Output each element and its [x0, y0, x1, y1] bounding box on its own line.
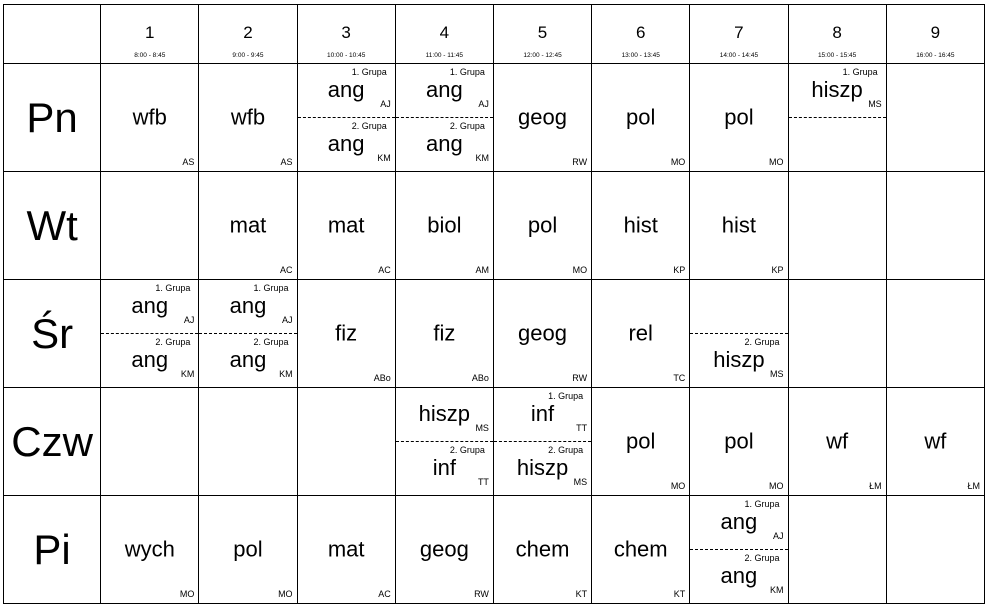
lesson-cell[interactable]	[101, 172, 199, 280]
lesson-cell[interactable]	[493, 496, 591, 604]
lesson-cell[interactable]	[395, 172, 493, 280]
subject: pol	[626, 103, 656, 129]
subject: hist	[721, 211, 757, 237]
teacher-initials: KT	[673, 589, 686, 599]
group-1-slot	[298, 64, 395, 118]
teacher-initials: MS	[868, 99, 882, 109]
subject: hiszp	[516, 455, 569, 480]
group-label: 2. Grupa	[744, 337, 780, 347]
lesson-cell[interactable]	[493, 172, 591, 280]
day-row	[4, 64, 985, 172]
period-number: 2	[243, 23, 253, 42]
period-time: 11:00 - 11:45	[425, 52, 464, 59]
lesson-cell[interactable]	[592, 496, 690, 604]
lesson	[298, 496, 395, 603]
lesson-cell[interactable]	[592, 388, 690, 496]
subject: rel	[628, 319, 653, 345]
subject: ang	[720, 509, 758, 534]
lesson	[396, 280, 493, 387]
lesson-cell[interactable]	[592, 64, 690, 172]
period-time: 8:00 - 8:45	[134, 52, 166, 59]
teacher-initials: RW	[572, 373, 588, 383]
lesson-cell[interactable]	[788, 496, 886, 604]
lesson-cell[interactable]	[297, 388, 395, 496]
lesson	[396, 496, 493, 603]
subject: pol	[233, 535, 263, 561]
day-name: Śr	[31, 309, 74, 357]
subject: ang	[131, 293, 169, 318]
lesson-cell[interactable]	[297, 280, 395, 388]
group-2-slot	[396, 442, 493, 495]
lesson-cell[interactable]	[690, 496, 788, 604]
lesson-cell[interactable]	[199, 64, 297, 172]
lesson	[199, 64, 296, 171]
group-label: 2. Grupa	[449, 445, 485, 455]
lesson	[298, 172, 395, 279]
teacher-initials: AS	[280, 157, 293, 167]
subject: mat	[327, 211, 365, 237]
day-name: Pi	[33, 525, 71, 573]
period-number: 7	[734, 23, 744, 42]
teacher-initials: MS	[573, 477, 588, 487]
group-1-slot	[101, 280, 198, 334]
lesson	[101, 496, 198, 603]
lesson-cell[interactable]	[297, 64, 395, 172]
group-1-slot	[690, 496, 787, 550]
period-header	[297, 5, 395, 64]
subject: hiszp	[713, 347, 765, 372]
lesson-cell[interactable]	[886, 64, 984, 172]
group-2-slot	[690, 334, 787, 387]
period-number: 3	[341, 23, 351, 42]
teacher-initials: MO	[670, 481, 686, 491]
lesson-cell[interactable]	[199, 172, 297, 280]
teacher-initials: RW	[474, 589, 489, 599]
lesson-cell[interactable]	[493, 64, 591, 172]
teacher-initials: KM	[377, 153, 391, 163]
teacher-initials: KM	[279, 369, 293, 379]
teacher-initials: MO	[769, 481, 784, 491]
teacher-initials: AC	[378, 265, 391, 275]
subject: ang	[327, 77, 365, 102]
lesson	[592, 172, 689, 279]
lesson-cell[interactable]	[101, 388, 199, 496]
group-label: 2. Grupa	[253, 337, 289, 347]
period-header	[788, 5, 886, 64]
group-label: 1. Grupa	[155, 283, 191, 293]
subject: ang	[327, 131, 365, 156]
subject: geog	[518, 103, 567, 129]
lesson-cell[interactable]	[493, 388, 591, 496]
day-cell	[4, 172, 101, 280]
period-time: 10:00 - 10:45	[327, 52, 366, 59]
period-number: 8	[832, 23, 842, 42]
teacher-initials: AM	[475, 265, 489, 275]
period-header	[690, 5, 788, 64]
lesson	[396, 172, 493, 279]
teacher-initials: ABo	[471, 373, 489, 383]
subject: pol	[724, 103, 754, 129]
period-number: 6	[635, 23, 646, 42]
lesson-cell[interactable]	[395, 280, 493, 388]
teacher-initials: KT	[575, 589, 588, 599]
group-2-slot	[396, 118, 493, 171]
lesson-cell[interactable]	[592, 280, 690, 388]
subject: inf	[530, 401, 555, 426]
lesson-cell[interactable]	[199, 280, 297, 388]
subject: hiszp	[811, 77, 863, 102]
day-cell	[4, 388, 101, 496]
lesson-cell[interactable]	[297, 496, 395, 604]
day-row	[4, 388, 985, 496]
day-row	[4, 496, 985, 604]
period-header	[493, 5, 591, 64]
subject: wfb	[230, 103, 266, 129]
group-label: 2. Grupa	[744, 553, 780, 563]
teacher-initials: KM	[475, 153, 489, 163]
group-1-slot	[396, 388, 493, 442]
group-label: 1. Grupa	[449, 67, 485, 77]
lesson-cell[interactable]	[395, 388, 493, 496]
subject: fiz	[335, 319, 358, 345]
teacher-initials: KM	[770, 585, 784, 595]
day-row	[4, 280, 985, 388]
teacher-initials: MO	[769, 157, 784, 167]
teacher-initials: ŁM	[869, 481, 882, 491]
lesson-cell[interactable]	[395, 496, 493, 604]
group-label: 1. Grupa	[351, 67, 387, 77]
lesson-cell[interactable]	[690, 172, 788, 280]
lesson	[101, 64, 198, 171]
lesson	[592, 64, 689, 171]
teacher-initials: KP	[771, 265, 784, 275]
corner-cell	[4, 5, 101, 64]
lesson	[494, 172, 591, 279]
group-label: 1. Grupa	[842, 67, 878, 77]
teacher-initials: ŁM	[967, 481, 980, 491]
lesson	[494, 496, 591, 603]
lesson	[298, 280, 395, 387]
subject: chem	[613, 535, 668, 561]
period-header	[592, 5, 690, 64]
lesson-cell[interactable]	[101, 64, 199, 172]
group-1-slot	[690, 280, 787, 334]
group-label: 2. Grupa	[548, 445, 584, 455]
header-row	[4, 5, 985, 64]
lesson-cell[interactable]	[788, 280, 886, 388]
group-1-slot	[789, 64, 886, 118]
subject: inf	[432, 455, 456, 480]
lesson-cell[interactable]	[690, 388, 788, 496]
subject: pol	[724, 427, 754, 453]
period-time: 15:00 - 15:45	[817, 52, 857, 59]
period-time: 12:00 - 12:45	[523, 52, 562, 59]
day-name: Wt	[26, 201, 78, 249]
teacher-initials: RW	[572, 157, 588, 167]
teacher-initials: ABo	[373, 373, 391, 383]
period-number: 5	[537, 23, 548, 42]
group-label: 1. Grupa	[548, 391, 584, 401]
group-label: 2. Grupa	[449, 121, 485, 131]
lesson-cell[interactable]	[101, 496, 199, 604]
subject: wych	[124, 535, 175, 561]
timetable	[3, 4, 985, 604]
subject: pol	[527, 211, 558, 237]
group-1-slot	[396, 64, 493, 118]
teacher-initials: MO	[179, 589, 195, 599]
group-label: 1. Grupa	[253, 283, 289, 293]
teacher-initials: MO	[278, 589, 293, 599]
day-row	[4, 172, 985, 280]
teacher-initials: TT	[576, 423, 588, 433]
lesson-cell[interactable]	[592, 172, 690, 280]
period-header	[886, 5, 984, 64]
subject: mat	[327, 535, 365, 561]
subject: wfb	[132, 103, 167, 129]
group-2-slot	[101, 334, 198, 387]
period-time: 16:00 - 16:45	[916, 52, 955, 59]
lesson	[690, 172, 787, 279]
lesson-cell[interactable]	[788, 64, 886, 172]
lesson	[592, 496, 689, 603]
group-label: 2. Grupa	[155, 337, 191, 347]
teacher-initials: MS	[770, 369, 784, 379]
teacher-initials: TC	[673, 373, 686, 383]
teacher-initials: MO	[572, 265, 588, 275]
lesson	[199, 172, 296, 279]
lesson	[592, 280, 689, 387]
lesson-cell[interactable]	[690, 64, 788, 172]
subject: ang	[131, 347, 169, 372]
period-number: 1	[145, 23, 155, 42]
teacher-initials: KP	[673, 265, 686, 275]
lesson-cell[interactable]	[886, 496, 984, 604]
period-time: 14:00 - 14:45	[719, 52, 759, 59]
subject: wf	[924, 427, 947, 453]
lesson-cell[interactable]	[886, 388, 984, 496]
lesson-cell[interactable]	[886, 172, 984, 280]
group-2-slot	[690, 550, 787, 603]
period-time: 9:00 - 9:45	[232, 52, 264, 59]
teacher-initials: AJ	[772, 531, 784, 541]
group-2-slot	[298, 118, 395, 171]
group-2-slot	[199, 334, 296, 387]
group-1-slot	[494, 388, 591, 442]
subject: ang	[229, 293, 267, 318]
lesson-cell[interactable]	[788, 172, 886, 280]
lesson	[789, 388, 886, 495]
day-name: Pn	[26, 93, 78, 141]
teacher-initials: AS	[182, 157, 195, 167]
period-header	[101, 5, 199, 64]
teacher-initials: AC	[280, 265, 293, 275]
lesson-cell[interactable]	[886, 280, 984, 388]
teacher-initials: AC	[378, 589, 391, 599]
group-2-slot	[789, 118, 886, 171]
lesson-cell[interactable]	[690, 280, 788, 388]
teacher-initials: AJ	[478, 99, 489, 109]
teacher-initials: MS	[475, 423, 489, 433]
period-header	[395, 5, 493, 64]
lesson	[494, 64, 591, 171]
lesson-cell[interactable]	[395, 64, 493, 172]
teacher-initials: KM	[180, 369, 195, 379]
lesson	[592, 388, 689, 495]
subject: mat	[229, 211, 267, 237]
subject: geog	[518, 319, 567, 345]
day-cell	[4, 280, 101, 388]
lesson-cell[interactable]	[199, 496, 297, 604]
teacher-initials: AJ	[282, 315, 293, 325]
lesson-cell[interactable]	[199, 388, 297, 496]
subject: biol	[427, 211, 462, 237]
group-label: 1. Grupa	[744, 499, 780, 509]
subject: ang	[425, 131, 463, 156]
subject: hiszp	[418, 401, 471, 426]
subject: ang	[229, 347, 267, 372]
period-time: 13:00 - 13:45	[621, 52, 660, 59]
lesson	[887, 388, 984, 495]
subject: wf	[826, 427, 849, 453]
subject: ang	[720, 563, 758, 588]
teacher-initials: AJ	[380, 99, 391, 109]
period-header	[199, 5, 297, 64]
lesson	[494, 280, 591, 387]
day-name: Czw	[11, 417, 93, 465]
teacher-initials: AJ	[183, 315, 195, 325]
lesson	[199, 496, 296, 603]
lesson-cell[interactable]	[493, 280, 591, 388]
lesson-cell[interactable]	[101, 280, 199, 388]
day-cell	[4, 496, 101, 604]
subject: fiz	[433, 319, 456, 345]
day-cell	[4, 64, 101, 172]
group-2-slot	[494, 442, 591, 495]
lesson-cell[interactable]	[788, 388, 886, 496]
period-number: 4	[439, 23, 450, 42]
group-1-slot	[199, 280, 296, 334]
lesson	[690, 388, 787, 495]
period-number: 9	[930, 23, 941, 42]
teacher-initials: MO	[670, 157, 686, 167]
subject: ang	[425, 77, 463, 102]
subject: chem	[515, 535, 570, 561]
subject: hist	[623, 211, 658, 237]
teacher-initials: TT	[477, 477, 489, 487]
subject: pol	[626, 427, 656, 453]
lesson	[690, 64, 787, 171]
lesson-cell[interactable]	[297, 172, 395, 280]
group-label: 2. Grupa	[351, 121, 387, 131]
subject: geog	[419, 535, 469, 561]
